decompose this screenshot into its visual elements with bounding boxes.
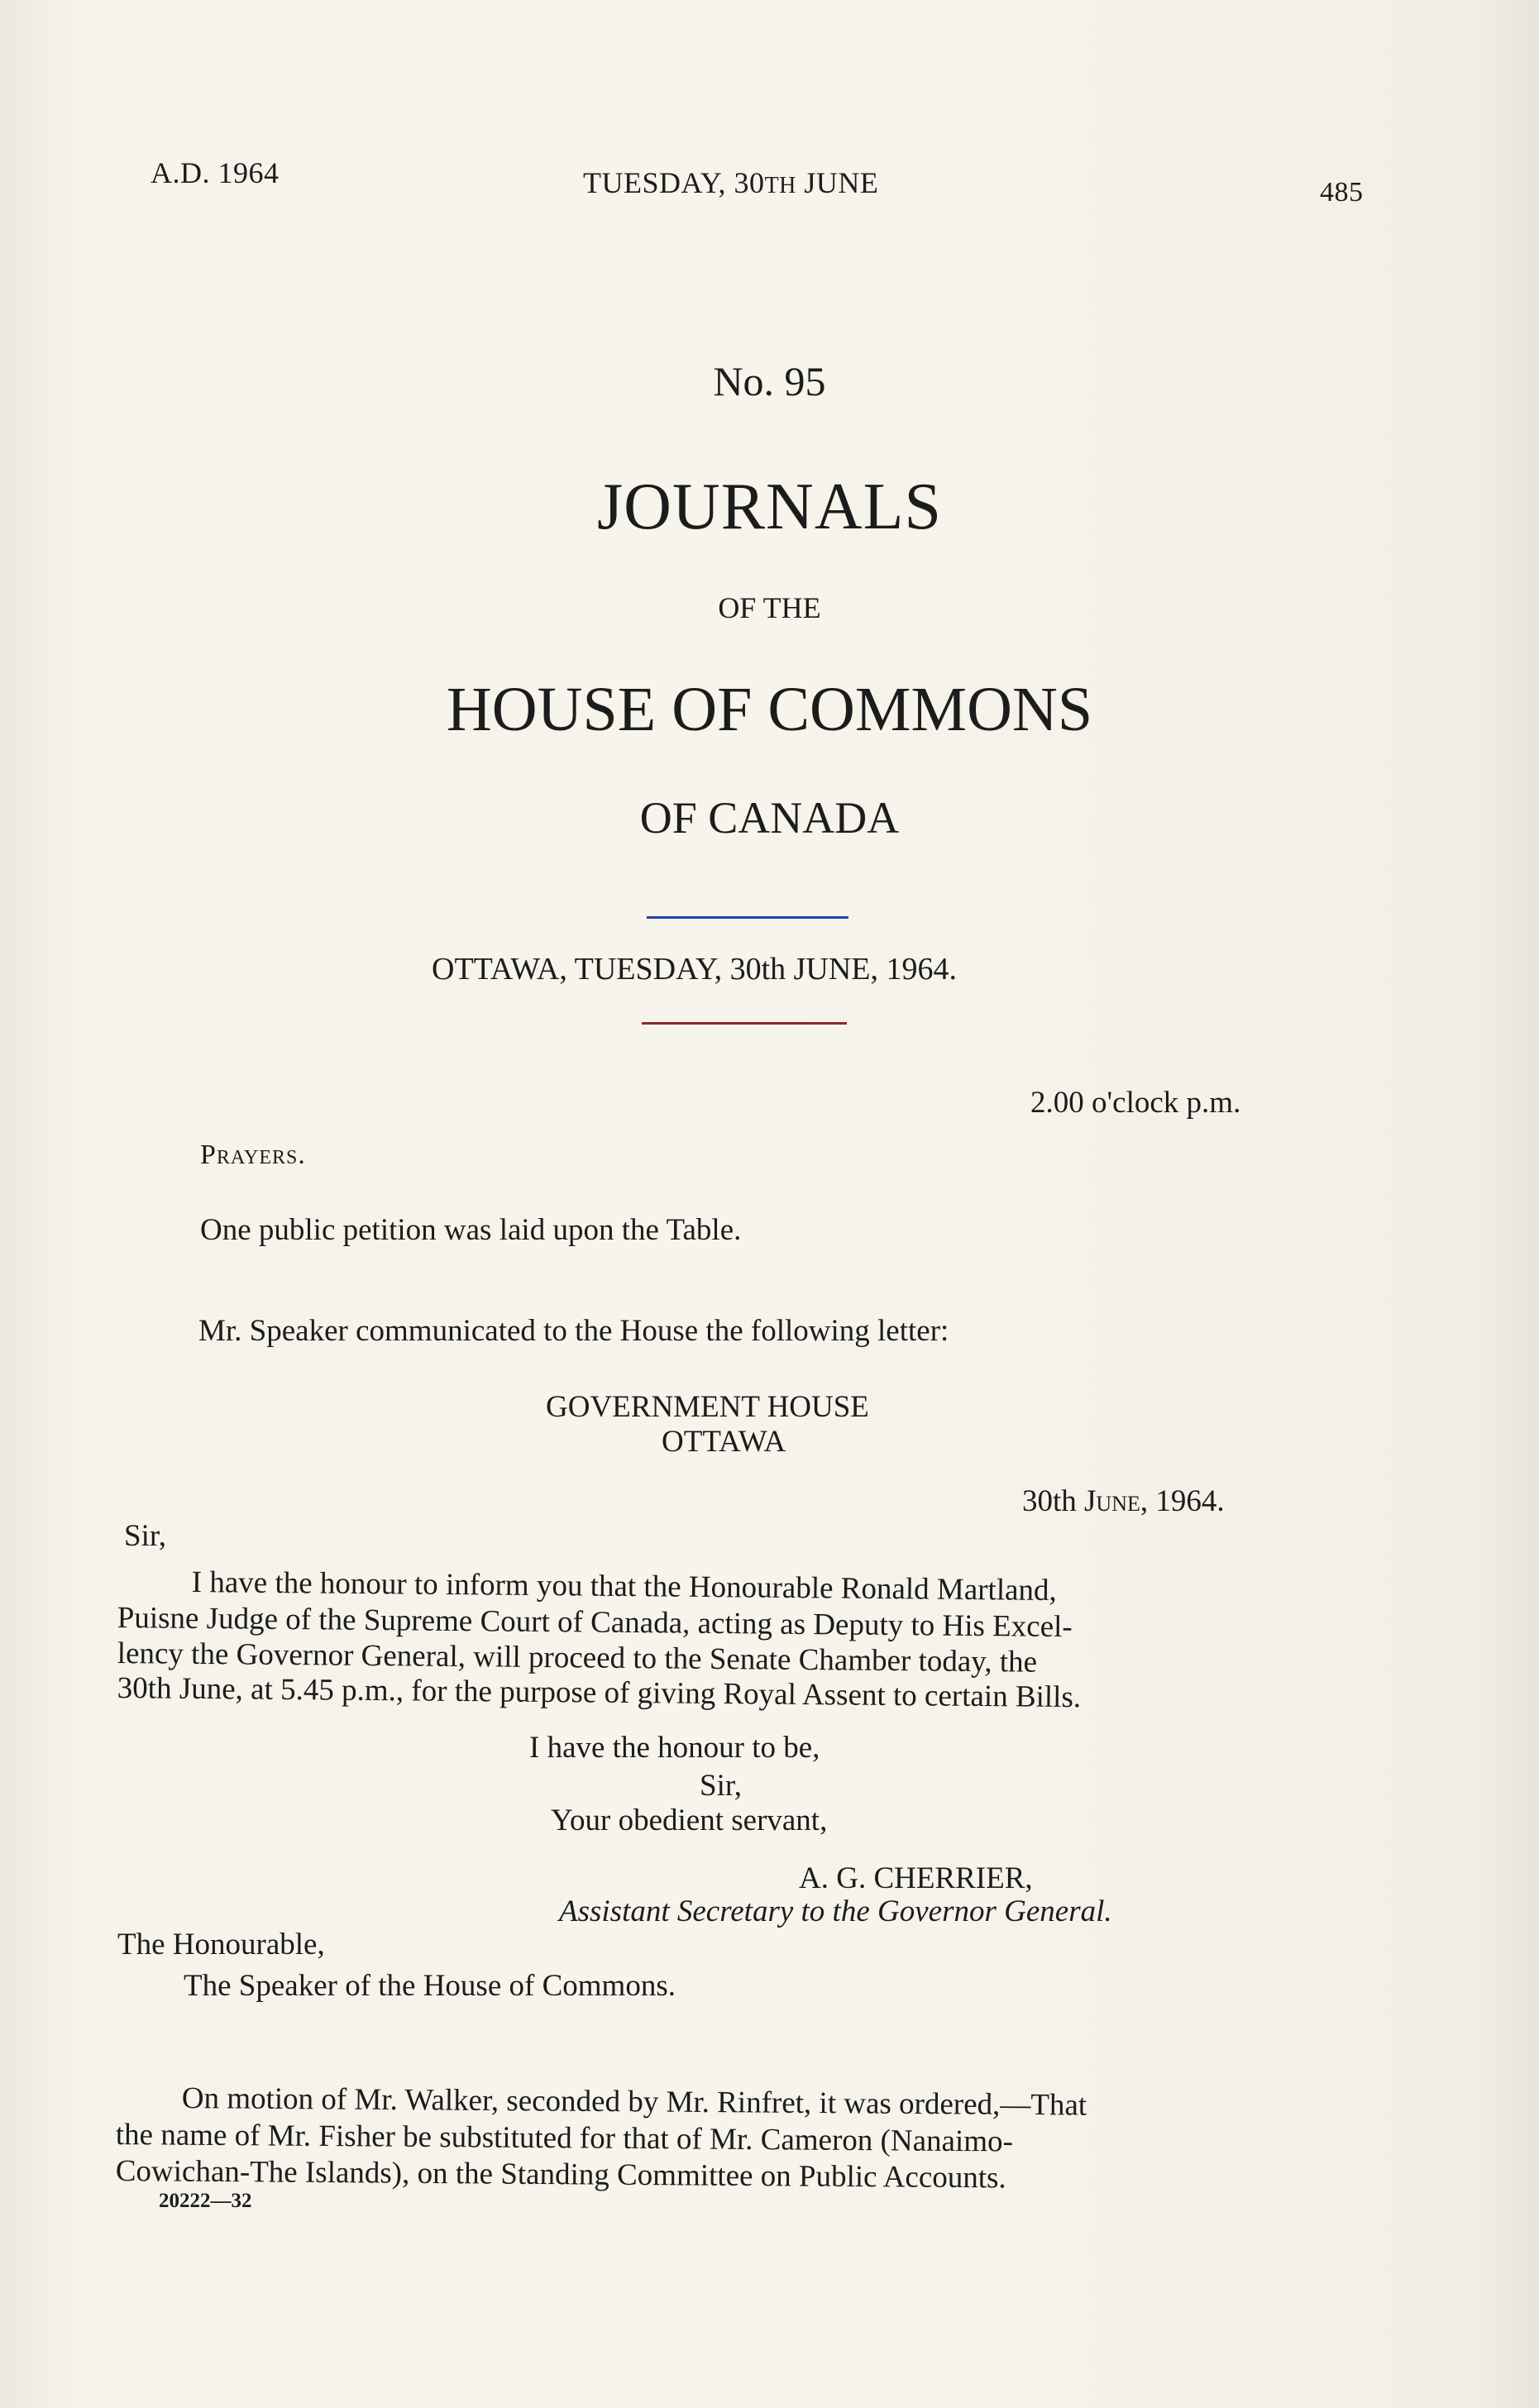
letter-heading-2: OTTAWA bbox=[662, 1425, 786, 1459]
header-day: TUESDAY, 30 bbox=[583, 166, 765, 199]
petition-entry: One public petition was laid upon the Table. bbox=[200, 1213, 742, 1247]
letter-addressee-2: The Speaker of the House of Commons. bbox=[184, 1969, 676, 2003]
letter-body-line: 30th June, at 5.45 p.m., for the purpose of giving Royal Assent to certain Bills. bbox=[117, 1671, 1082, 1715]
header-day-suffix: TH bbox=[764, 173, 796, 198]
header-year: A.D. 1964 bbox=[151, 156, 280, 189]
prayers-heading: Prayers. bbox=[200, 1140, 306, 1170]
of-canada-label: OF CANADA bbox=[639, 793, 900, 843]
letter-closing-1: I have the honour to be, bbox=[529, 1731, 820, 1765]
letter-date-month: June bbox=[1084, 1484, 1140, 1518]
letter-closing-2: Sir, bbox=[700, 1769, 742, 1803]
letter-body-line: Puisne Judge of the Supreme Court of Canada, acting as Deputy to His Excel- bbox=[117, 1601, 1073, 1645]
letter-body-line: lency the Governor General, will proceed to the Senate Chamber today, the bbox=[117, 1636, 1038, 1679]
speaker-intro: Mr. Speaker communicated to the House the following letter: bbox=[198, 1314, 949, 1348]
top-rule bbox=[647, 916, 848, 919]
of-the-label: OF THE bbox=[718, 591, 821, 624]
page-number: 485 bbox=[1320, 177, 1364, 208]
letter-signature: A. G. CHERRIER, bbox=[799, 1861, 1033, 1895]
issue-number: No. 95 bbox=[713, 358, 826, 404]
letter-closing-3: Your obedient servant, bbox=[551, 1804, 828, 1837]
header-date bbox=[583, 165, 878, 200]
letter-salutation: Sir, bbox=[124, 1519, 166, 1553]
letter-date bbox=[1022, 1484, 1225, 1519]
header-month: JUNE bbox=[796, 166, 879, 199]
journals-title: JOURNALS bbox=[597, 471, 942, 543]
footer-code: 20222—32 bbox=[159, 2190, 252, 2212]
letter-heading-1: GOVERNMENT HOUSE bbox=[546, 1390, 869, 1424]
letter-date-day: 30th bbox=[1022, 1484, 1085, 1518]
sitting-time: 2.00 o'clock p.m. bbox=[1030, 1086, 1241, 1120]
letter-addressee-1: The Honourable, bbox=[117, 1928, 325, 1961]
bottom-rule bbox=[642, 1022, 847, 1025]
motion-line: the name of Mr. Fisher be substituted for that of Mr. Cameron (Nanaimo- bbox=[115, 2118, 1014, 2159]
motion-line: Cowichan-The Islands), on the Standing Committee on Public Accounts. bbox=[115, 2154, 1006, 2195]
dateline: OTTAWA, TUESDAY, 30th JUNE, 1964. bbox=[432, 952, 958, 987]
letter-body-line: I have the honour to inform you that the Honourable Ronald Martland, bbox=[191, 1565, 1057, 1608]
house-title: HOUSE OF COMMONS bbox=[446, 675, 1093, 744]
letter-date-year: , 1964. bbox=[1140, 1484, 1225, 1518]
motion-line: On motion of Mr. Walker, seconded by Mr. Rinfret, it was ordered,—That bbox=[181, 2081, 1087, 2123]
letter-signature-title: Assistant Secretary to the Governor General. bbox=[559, 1894, 1112, 1928]
